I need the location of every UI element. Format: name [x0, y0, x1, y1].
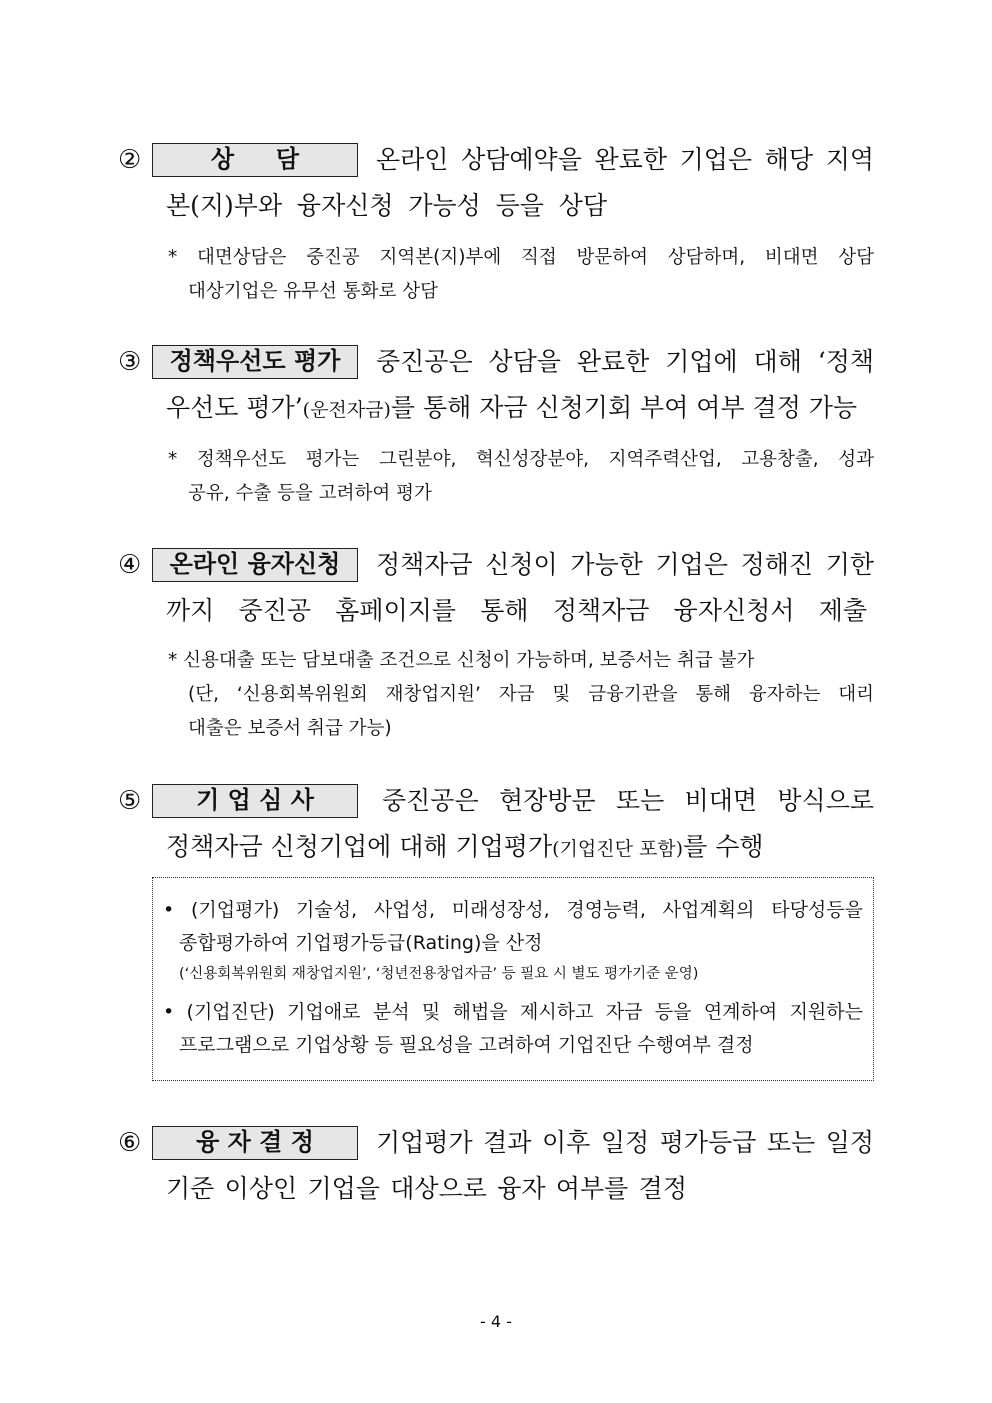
step-label: 기 업 심 사 [152, 784, 358, 818]
text-part-small: (운전자금) [302, 399, 391, 421]
bullet-line: • (기업평가) 기술성, 사업성, 미래성장성, 경영능력, 사업계획의 타당성등을 [163, 899, 863, 921]
step-label: 융 자 결 정 [152, 1126, 358, 1160]
step-number: ② [118, 145, 142, 175]
step-text-line1: 기업평가 결과 이후 일정 평가등급 또는 일정 [376, 1128, 874, 1157]
note-line: * 정책우선도 평가는 그린분야, 혁신성장분야, 지역주력산업, 고용창출, 성과 [168, 449, 874, 470]
bullet-company-diagnosis [163, 996, 863, 1062]
text-part: 를 통해 자금 신청기회 부여 여부 결정 가능 [390, 393, 858, 422]
step-label: 정책우선도 평가 [152, 345, 358, 379]
text-part: 우선도 평가’ [166, 393, 303, 422]
note-line: 대상기업은 유무선 통화로 상담 [188, 281, 438, 302]
bullet-line: 종합평가하여 기업평가등급(Rating)을 산정 [179, 932, 543, 954]
step-text-line2: 기준 이상인 기업을 대상으로 융자 여부를 결정 [166, 1174, 687, 1203]
step-label: 온라인 융자신청 [152, 548, 358, 582]
step-note [168, 241, 874, 309]
step-text-line1: 중진공은 상담을 완료한 기업에 대해 ‘정책 [376, 347, 874, 376]
bullet-company-evaluation [163, 894, 863, 988]
note-line: * 신용대출 또는 담보대출 조건으로 신청이 가능하며, 보증서는 취급 불가 [168, 650, 755, 671]
note-line: * 대면상담은 중진공 지역본(지)부에 직접 방문하여 상담하며, 비대면 상담 [168, 247, 874, 268]
text-part: 를 수행 [683, 832, 764, 861]
step-text-line1: 중진공은 현장방문 또는 비대면 방식으로 [382, 786, 874, 815]
step-label: 상 담 [152, 143, 358, 177]
step-number: ③ [118, 347, 142, 377]
step-note [168, 644, 874, 746]
evaluation-info-box [152, 877, 874, 1081]
step-text-line2 [166, 391, 874, 427]
step-text-line2: 까지 중진공 홈페이지를 통해 정책자금 융자신청서 제출 [166, 596, 867, 625]
step-note [168, 443, 874, 511]
step-text-line1: 정책자금 신청이 가능한 기업은 정해진 기한 [376, 550, 874, 579]
bullet-line: • (기업진단) 기업애로 분석 및 해법을 제시하고 자금 등을 연계하여 지원하는 [163, 1001, 863, 1023]
bullet-line: 프로그램으로 기업상황 등 필요성을 고려하여 기업진단 수행여부 결정 [179, 1034, 754, 1056]
text-part-small: (기업진단 포함) [552, 838, 684, 860]
step-number: ⑥ [118, 1128, 142, 1158]
note-line: 대출은 보증서 취급 가능) [188, 718, 392, 739]
step-number: ④ [118, 550, 142, 580]
step-text-line2: 본(지)부와 융자신청 가능성 등을 상담 [166, 191, 607, 220]
text-part: 정책자금 신청기업에 대해 기업평가 [166, 832, 553, 861]
step-text-line1: 온라인 상담예약을 완료한 기업은 해당 지역 [376, 145, 874, 174]
note-line: 공유, 수출 등을 고려하여 평가 [188, 483, 432, 504]
step-number: ⑤ [118, 786, 142, 816]
step-text-line2 [166, 830, 874, 866]
bullet-subnote: (‘신용회복위원회 재창업지원’, ‘청년전용창업자금’ 등 필요 시 별도 평가기준 운영) [179, 966, 699, 982]
page-number: - 4 - [480, 1312, 512, 1331]
note-line: (단, ‘신용회복위원회 재창업지원’ 자금 및 금융기관을 통해 융자하는 대리 [188, 684, 874, 705]
